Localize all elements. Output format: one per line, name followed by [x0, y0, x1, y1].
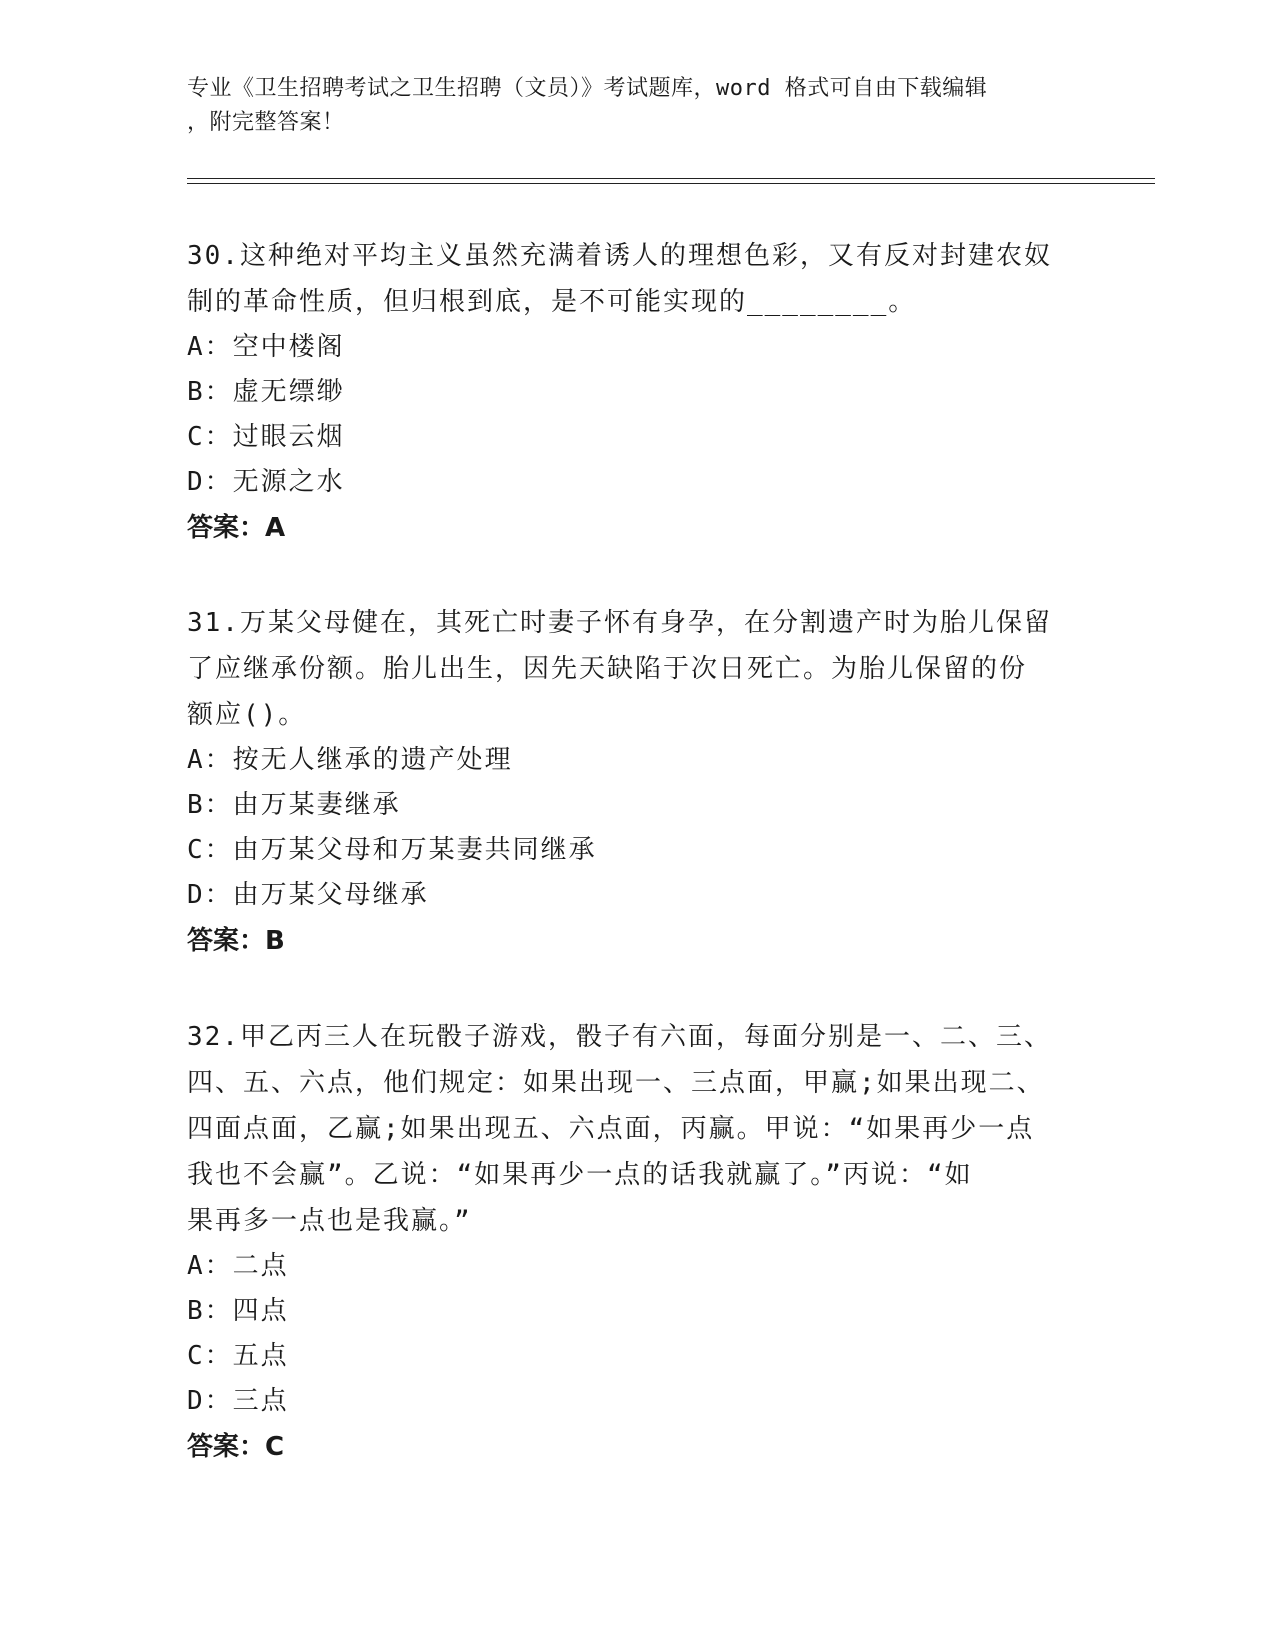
option-a: A：按无人继承的遗产处理	[187, 745, 513, 775]
question-stem-line: 了应继承份额。胎儿出生，因先天缺陷于次日死亡。为胎儿保留的份	[187, 654, 1028, 684]
answer-label: 答案：A	[187, 513, 286, 543]
option-c: C：过眼云烟	[187, 422, 345, 452]
question-stem-line: 四面点面，乙赢;如果出现五、六点面，丙赢。甲说：“如果再少一点	[187, 1114, 1035, 1144]
option-a: A：空中楼阁	[187, 332, 345, 362]
option-b: B：四点	[187, 1296, 289, 1326]
question-stem-line: 四、五、六点，他们规定：如果出现一、三点面，甲赢;如果出现二、	[187, 1068, 1045, 1098]
option-d: D：三点	[187, 1386, 289, 1416]
header-line-2: ，附完整答案！	[187, 110, 345, 135]
question-stem-line: 果再多一点也是我赢。”	[187, 1206, 472, 1236]
question-30	[187, 233, 1087, 551]
option-c: C：五点	[187, 1341, 289, 1371]
question-31	[187, 600, 1087, 964]
question-stem-line: 我也不会赢”。乙说：“如果再少一点的话我就赢了。”丙说：“如	[187, 1160, 973, 1190]
question-stem-line: 制的革命性质，但归根到底，是不可能实现的________。	[187, 287, 917, 317]
option-a: A：二点	[187, 1251, 289, 1281]
question-32	[187, 1014, 1087, 1470]
answer-label: 答案：C	[187, 1432, 285, 1462]
header-divider-top	[187, 178, 1155, 179]
option-b: B：虚无缥缈	[187, 377, 345, 407]
question-stem-line: 30.这种绝对平均主义虽然充满着诱人的理想色彩，又有反对封建农奴	[187, 241, 1052, 271]
option-c: C：由万某父母和万某妻共同继承	[187, 835, 597, 865]
question-stem-line: 额应()。	[187, 700, 307, 730]
option-d: D：无源之水	[187, 467, 345, 497]
question-stem-line: 32.甲乙丙三人在玩骰子游戏，骰子有六面，每面分别是一、二、三、	[187, 1022, 1052, 1052]
document-header	[187, 72, 1067, 140]
question-stem-line: 31.万某父母健在，其死亡时妻子怀有身孕，在分割遗产时为胎儿保留	[187, 608, 1052, 638]
option-d: D：由万某父母继承	[187, 880, 429, 910]
option-b: B：由万某妻继承	[187, 790, 401, 820]
header-divider-bottom	[187, 183, 1155, 184]
answer-label: 答案：B	[187, 926, 285, 956]
header-line-1: 专业《卫生招聘考试之卫生招聘（文员）》考试题库，word 格式可自由下载编辑	[187, 76, 988, 101]
